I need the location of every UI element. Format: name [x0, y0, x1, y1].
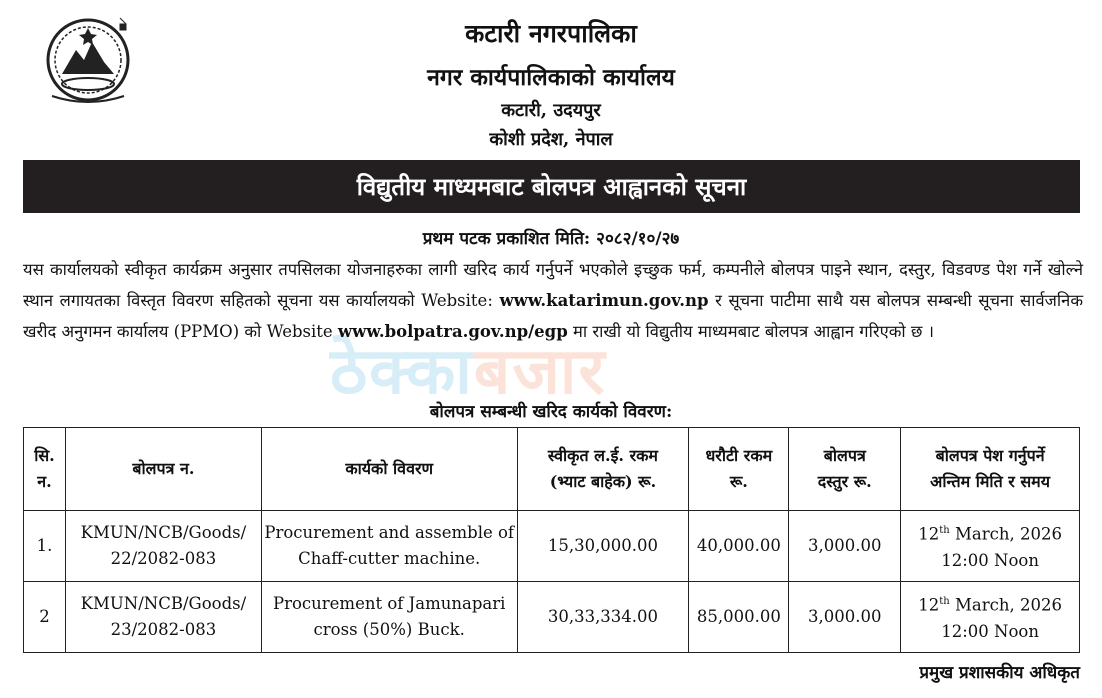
- notice-title-banner: [23, 160, 1080, 213]
- row-description: Procurement of Jamunapari cross (50%) Buck.: [261, 582, 517, 653]
- header-description: कार्यको विवरण: [261, 428, 517, 511]
- table-row: [24, 582, 1080, 653]
- website-link-katarimun[interactable]: www.katarimun.gov.np: [499, 291, 709, 310]
- table-header-row: [24, 428, 1080, 511]
- office-name: नगर कार्यपालिकाको कार्यालय: [427, 64, 675, 91]
- notice-paragraph: [23, 254, 1083, 347]
- row-estimate: 30,33,334.00: [517, 582, 689, 653]
- header-deadline: बोलपत्र पेश गर्नुपर्ने अन्तिम मिति र समय: [901, 428, 1080, 511]
- municipality-name: कटारी नगरपालिका: [465, 19, 637, 48]
- header-deposit: धरौटी रकम रू.: [689, 428, 789, 511]
- watermark-part1: ठेक्का: [330, 335, 474, 409]
- tender-table: [23, 427, 1080, 653]
- notice-text-2: र सूचना पाटीमा साथै यस बोलपत्र सम्बन्धी सूचना सार्वजनिक खरीद अनुगमन कार्यालय (PPMO) को Website: [23, 291, 1083, 341]
- row-deadline: 12th March, 2026 12:00 Noon: [901, 582, 1080, 653]
- publication-date: प्रथम पटक प्रकाशित मिति: २०८२/१०/२७: [422, 229, 680, 249]
- website-link-bolpatra[interactable]: www.bolpatra.gov.np/egp: [337, 322, 568, 341]
- table-title: बोलपत्र सम्बन्धी खरिद कार्यको विवरण:: [429, 402, 673, 422]
- header-fee: बोलपत्र दस्तुर रू.: [789, 428, 901, 511]
- table-row: [24, 511, 1080, 582]
- notice-text-3: मा राखी यो विद्युतीय माध्यमबाट बोलपत्र आह्वान गरिएको छ ।: [567, 322, 934, 341]
- header-bid-no: बोलपत्र न.: [65, 428, 261, 511]
- row-deadline: 12th March, 2026 12:00 Noon: [901, 511, 1080, 582]
- row-description: Procurement and assemble of Chaff-cutter machine.: [261, 511, 517, 582]
- row-fee: 3,000.00: [789, 511, 901, 582]
- row-bid-no: KMUN/NCB/Goods/ 23/2082-083: [65, 582, 261, 653]
- notice-title: विद्युतीय माध्यमबाट बोलपत्र आह्वानको सूचना: [356, 172, 747, 201]
- notice-text-1: यस कार्यालयको स्वीकृत कार्यक्रम अनुसार तपसिलका योजनाहरुका लागी खरिद कार्य गर्नुपर्ने भएकोले इच्छुक फर्म, कम्पनीले बोलपत्र पाइने स्थान, दस्तुर, विडवण्ड पेश गर्ने खोल्ने स्थान लगायतका विस्तृत विवरण सहितको सूचना यस कार्यालयको Website:: [23, 260, 1083, 310]
- office-location: कटारी, उदयपुर: [501, 100, 601, 121]
- signatory-title: प्रमुख प्रशासकीय अधिकृत: [919, 663, 1080, 683]
- office-province: कोशी प्रदेश, नेपाल: [489, 129, 613, 150]
- row-bid-no: KMUN/NCB/Goods/ 22/2082-083: [65, 511, 261, 582]
- row-fee: 3,000.00: [789, 582, 901, 653]
- watermark-part2: बजार: [473, 335, 607, 409]
- header-estimate: स्वीकृत ल.ई. रकम (भ्याट बाहेक) रू.: [517, 428, 689, 511]
- row-sn: 2: [24, 582, 66, 653]
- header-sn: सि. न.: [24, 428, 66, 511]
- row-deposit: 85,000.00: [689, 582, 789, 653]
- row-deposit: 40,000.00: [689, 511, 789, 582]
- row-estimate: 15,30,000.00: [517, 511, 689, 582]
- row-sn: 1.: [24, 511, 66, 582]
